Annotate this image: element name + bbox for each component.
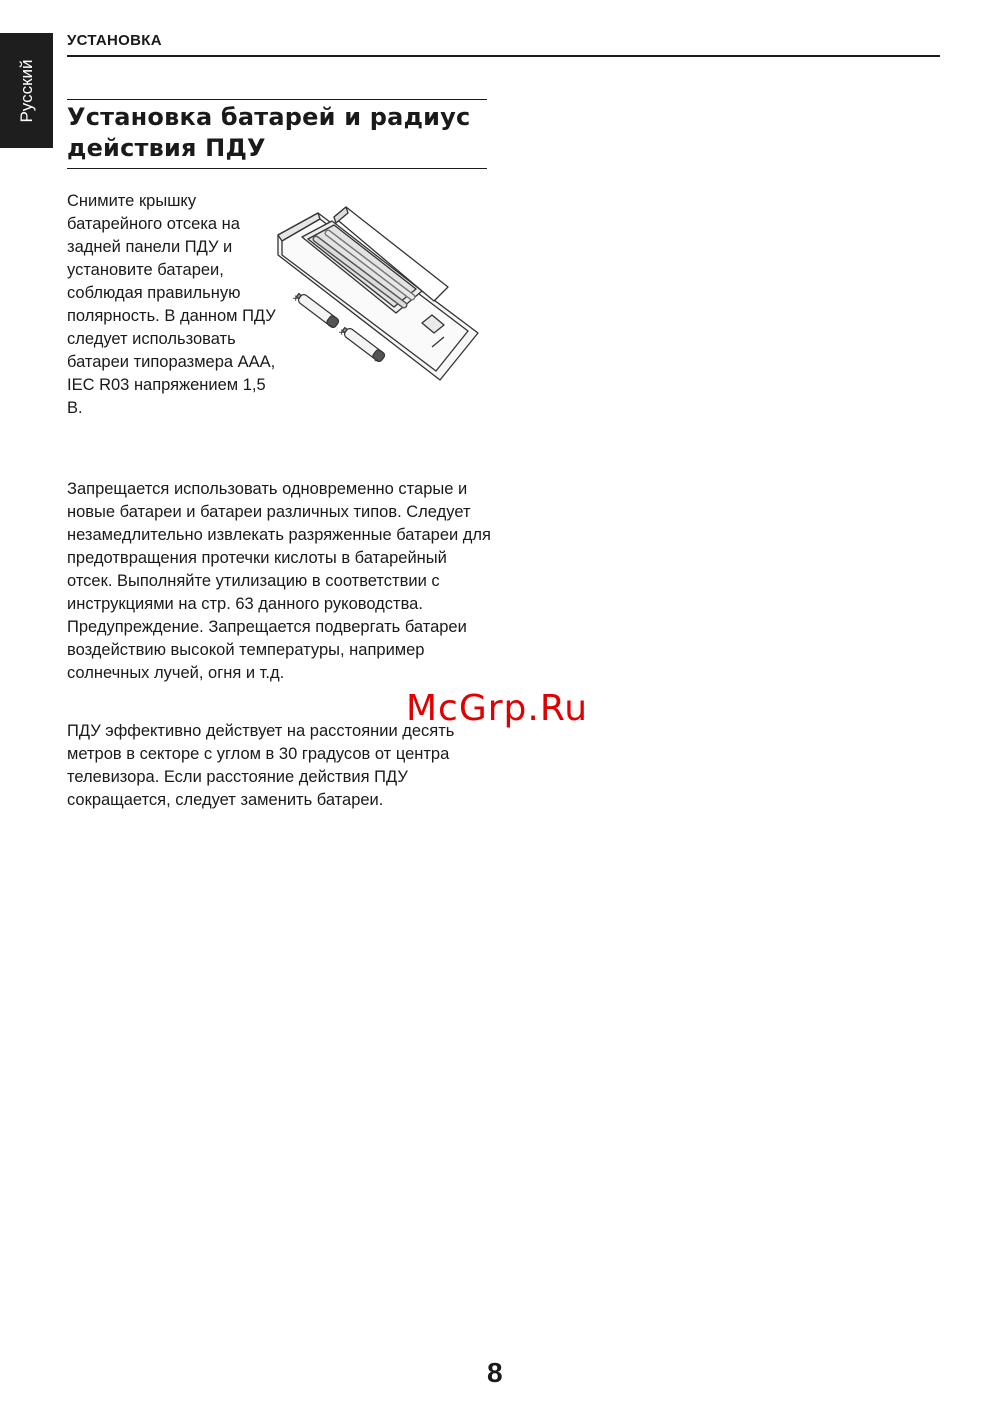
watermark: McGrp.Ru	[406, 688, 589, 729]
battery-plus-symbol: +	[292, 294, 300, 304]
remote-range-paragraph: ПДУ эффективно действует на расстоянии десять метров в секторе с углом в 30 градусов от центра телевизора. Если расстояние действия ПДУ сокращается, следует заменить батареи.	[67, 722, 455, 809]
battery-warning-paragraph: Запрещается использовать одновременно старые и новые батареи и батареи различных типов. Следует незамедлительно извлекать разряженные батареи для предотвращения протечки кислоты в батарейный отсек. Выполняйте утилизацию в соответствии с инструкциями на стр. 63 данного руководства. Предупреждение. Запрещается подвергать батареи воздействию высокой температуры, например солнечных лучей, огня и т.д.	[67, 480, 491, 682]
section-title-box	[67, 99, 487, 169]
remote-battery-installation-icon	[272, 195, 482, 385]
header-divider	[67, 55, 940, 57]
language-tab-label: Русский	[16, 58, 36, 123]
battery-plus-symbol-2: +	[338, 328, 346, 338]
language-tab	[0, 33, 53, 148]
battery-minus-symbol-2: –	[374, 356, 379, 366]
section-title: Установка батарей и радиус действия ПДУ	[67, 103, 471, 162]
page-number: 8	[487, 1357, 503, 1388]
intro-paragraph: Снимите крышку батарейного отсека на задней панели ПДУ и установите батареи, соблюдая правильную полярность. В данном ПДУ следует использовать батареи типоразмера AAA, IEC R03 напряжением 1,5 В.	[67, 192, 276, 417]
battery-minus-symbol: –	[328, 321, 333, 331]
section-label: УСТАНОВКА	[67, 32, 162, 49]
